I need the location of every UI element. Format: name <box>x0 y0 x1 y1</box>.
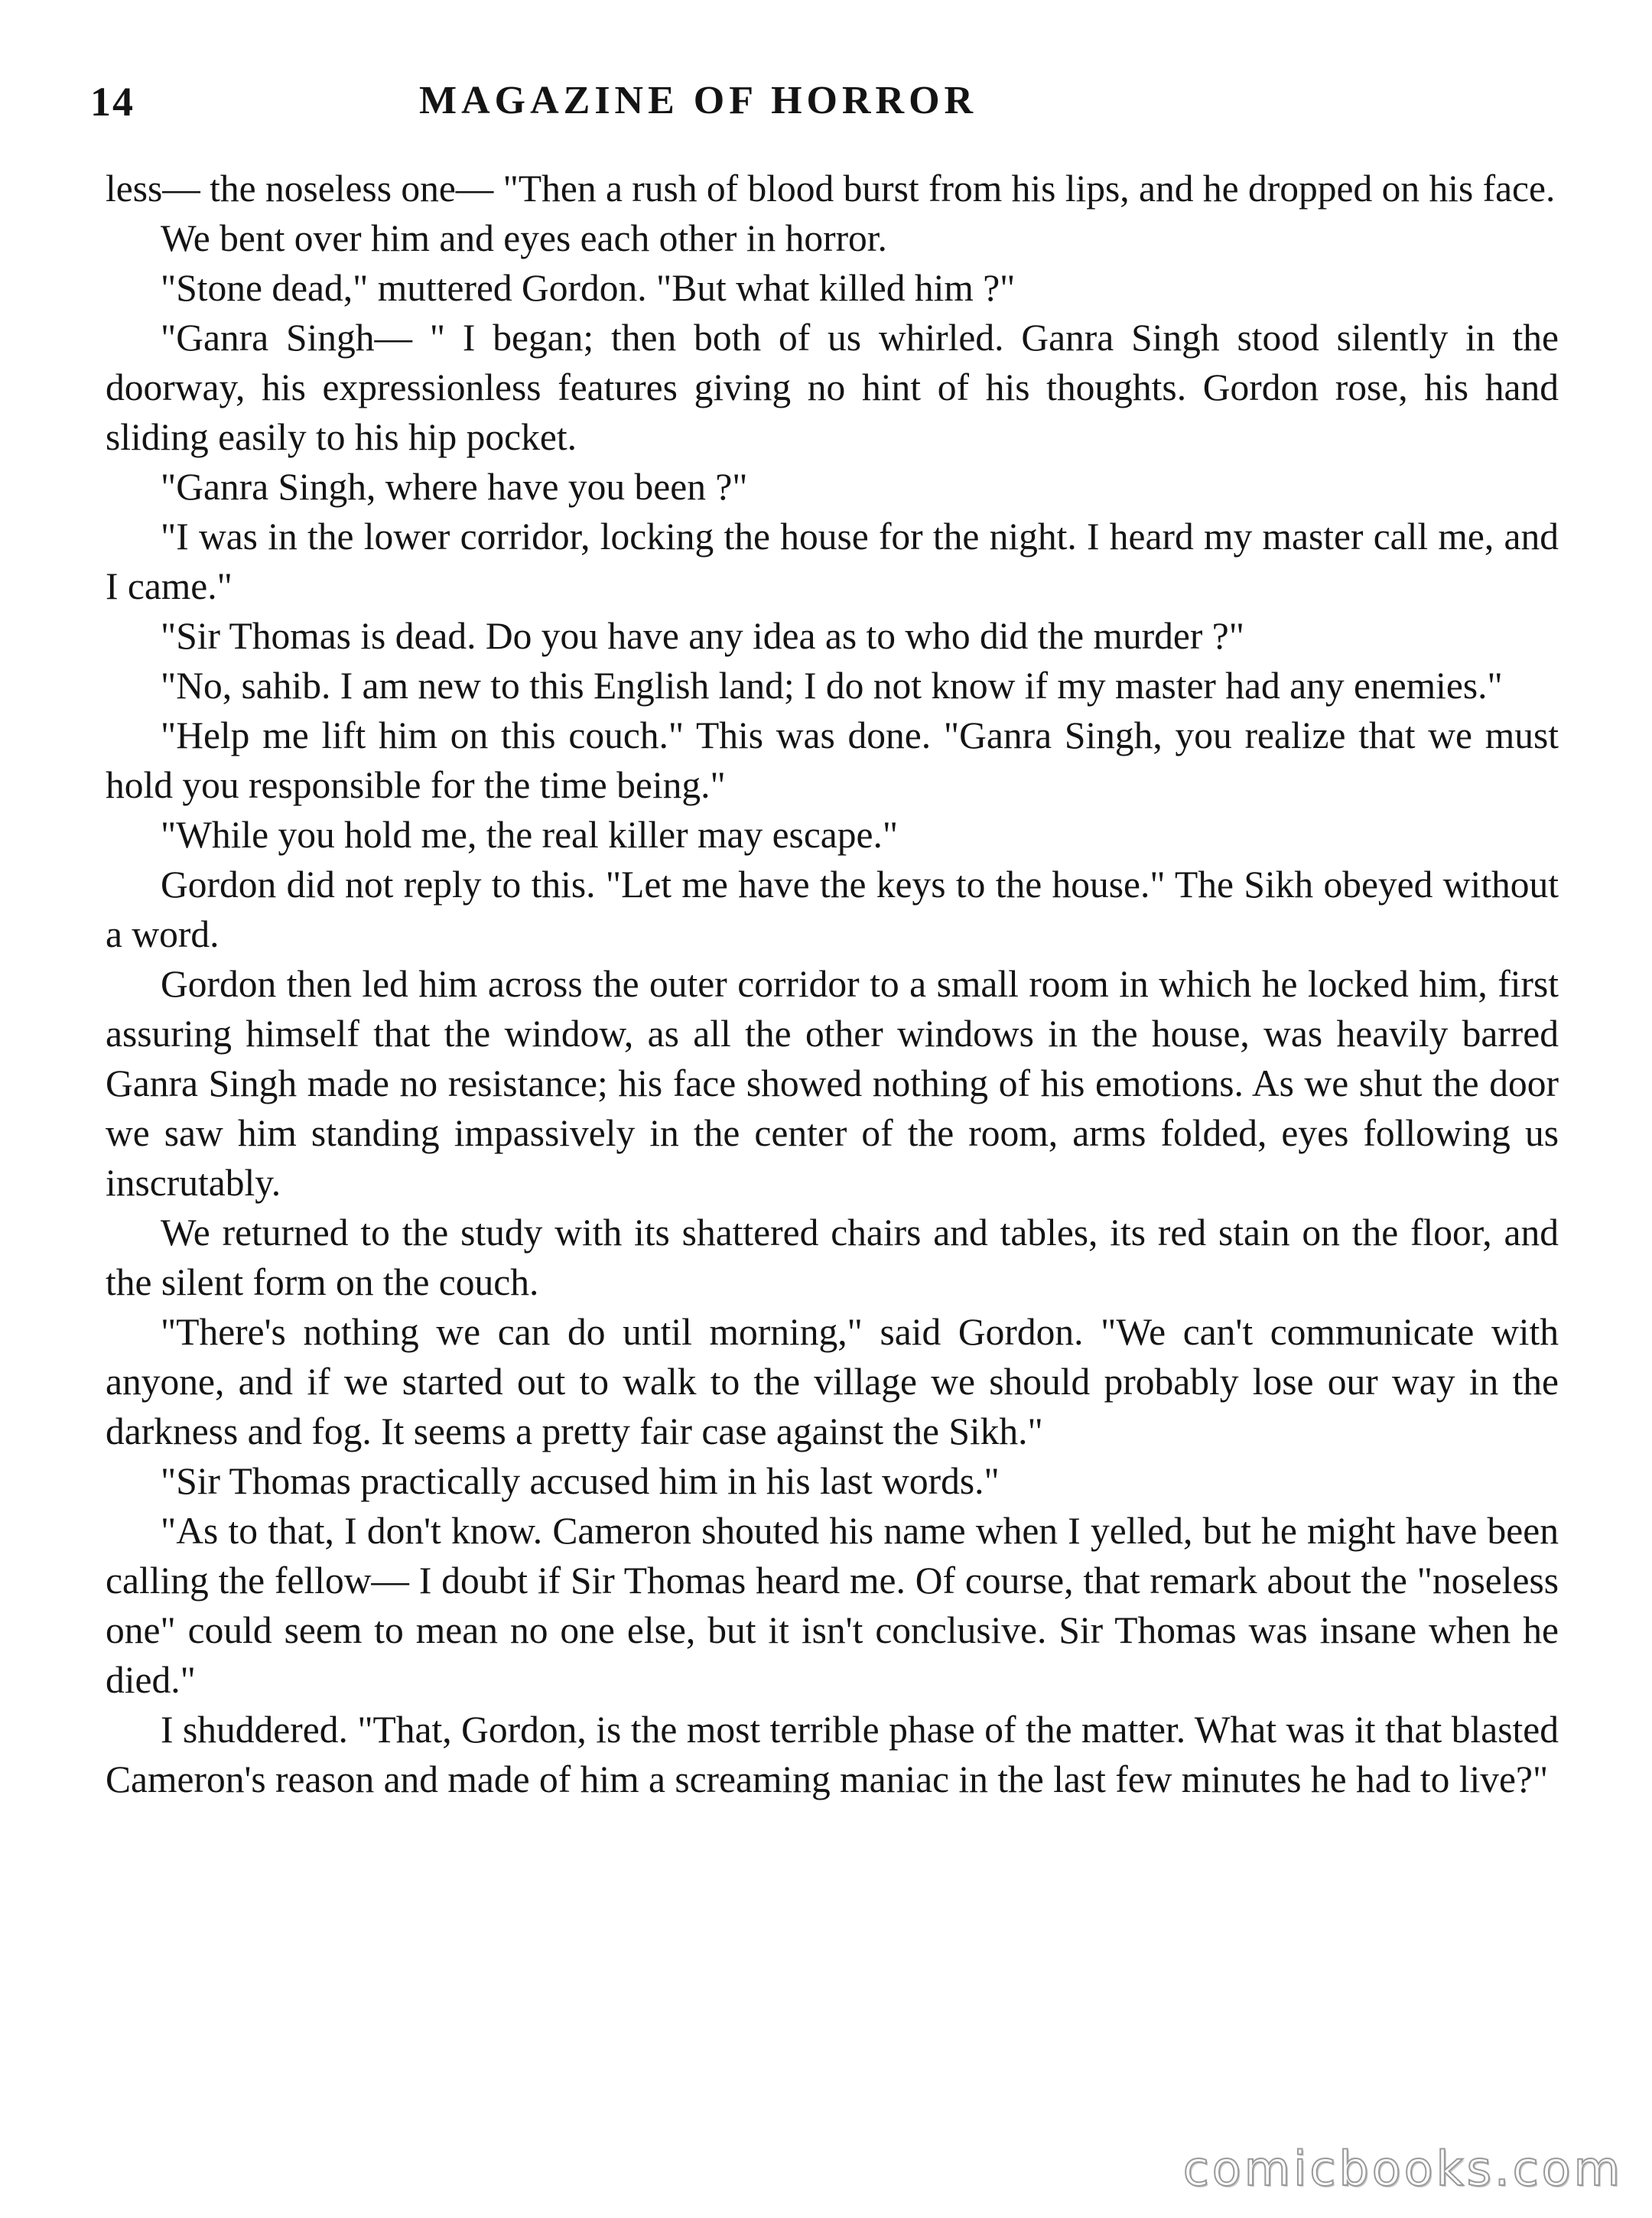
magazine-title: MAGAZINE OF HORROR <box>419 79 978 122</box>
paragraph: I shuddered. "That, Gordon, is the most terrible phase of the matter. What was it that blasted Cameron's reason and made of him a screaming maniac in the last few minutes he had to live?" <box>106 1709 1559 1800</box>
paragraph: "Sir Thomas practically accused him in his last words." <box>161 1460 1000 1502</box>
paragraph: "Stone dead," muttered Gordon. "But what killed him ?" <box>161 267 1016 309</box>
running-head <box>90 78 1559 139</box>
paragraph: "There's nothing we can do until morning," said Gordon. "We can't communicate with anyone, and if we started out to walk to the village we should probably lose our way in the darkness and fog. It seems a pretty fair case against the Sikh." <box>106 1311 1559 1452</box>
watermark: comicbooks.com <box>1182 2141 1623 2197</box>
paragraph: "As to that, I don't know. Cameron shouted his name when I yelled, but he might have been calling the fellow— I doubt if Sir Thomas heard me. Of course, that remark about the "noseless one" could seem to mean no one else, but it isn't conclusive. Sir Thomas was insane when he died." <box>106 1510 1559 1701</box>
paragraph: "Ganra Singh, where have you been ?" <box>161 466 748 508</box>
paragraph: less— the noseless one— "Then a rush of blood burst from his lips, and he dropped on his face. <box>106 167 1556 210</box>
paragraph: "Sir Thomas is dead. Do you have any idea as to who did the murder ?" <box>161 615 1244 657</box>
paragraph: Gordon then led him across the outer corridor to a small room in which he locked him, first assuring himself that the window, as all the other windows in the house, was heavily barred Ganra Singh made no resistance; his face showed nothing of his emotions. As we shut the door we saw him standing impassively in the center of the room, arms folded, eyes following us inscrutably. <box>106 963 1559 1204</box>
paragraph: "I was in the lower corridor, locking the house for the night. I heard my master call me, and I came." <box>106 515 1559 607</box>
paragraph: We returned to the study with its shattered chairs and tables, its red stain on the floor, and the silent form on the couch. <box>106 1211 1559 1303</box>
paragraph: We bent over him and eyes each other in horror. <box>161 217 887 259</box>
story-text <box>106 164 1559 1804</box>
paragraph: "Help me lift him on this couch." This was done. "Ganra Singh, you realize that we must hold you responsible for the time being." <box>106 714 1559 806</box>
paragraph: Gordon did not reply to this. "Let me have the keys to the house." The Sikh obeyed without a word. <box>106 863 1559 955</box>
page-number: 14 <box>90 79 135 125</box>
paragraph: "No, sahib. I am new to this English land; I do not know if my master had any enemies." <box>161 665 1503 707</box>
paragraph: "Ganra Singh— " I began; then both of us whirled. Ganra Singh stood silently in the doorway, his expressionless features giving no hint of his thoughts. Gordon rose, his hand sliding easily to his hip pocket. <box>106 317 1559 458</box>
paragraph: "While you hold me, the real killer may escape." <box>161 814 899 856</box>
